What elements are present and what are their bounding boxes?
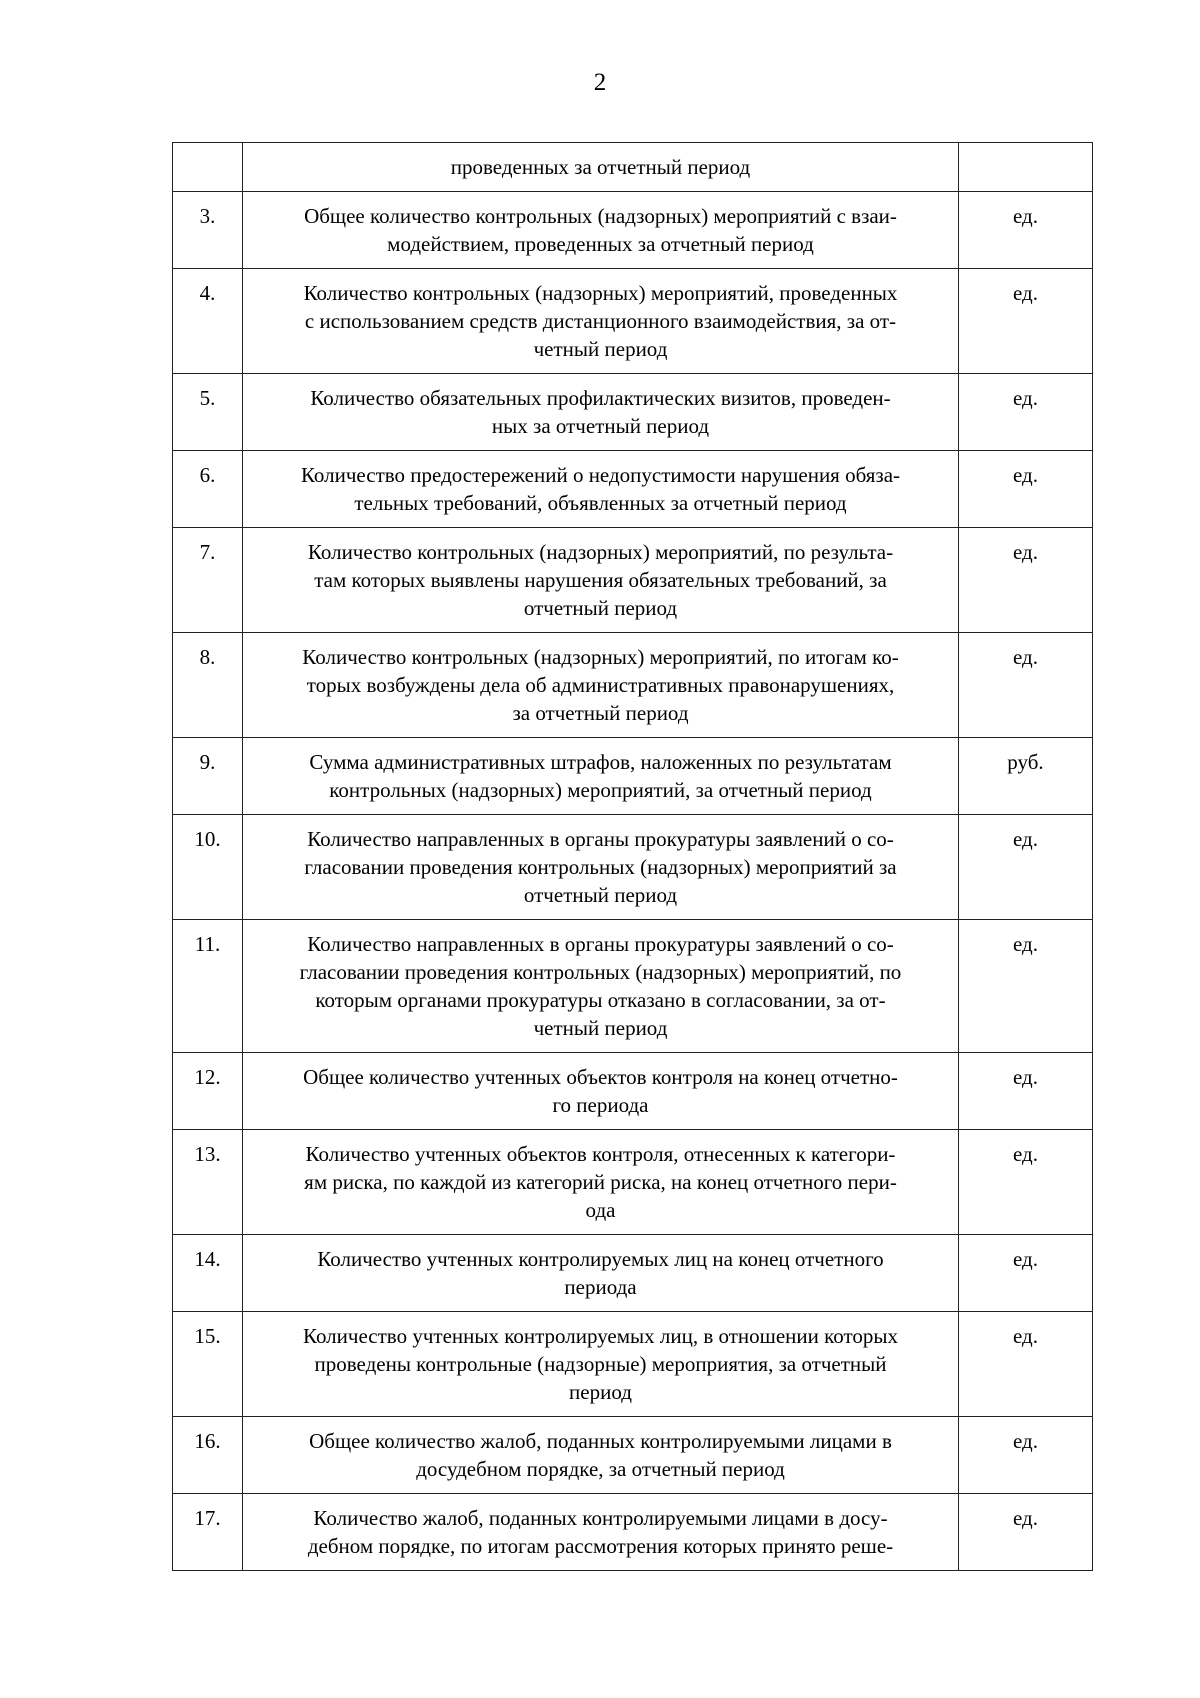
unit-of-measure: ед. bbox=[959, 269, 1093, 374]
row-number: 15. bbox=[173, 1312, 243, 1417]
indicator-description bbox=[243, 528, 959, 633]
indicator-description-line: Общее количество учтенных объектов контроля на конец отчетно- bbox=[303, 1065, 898, 1089]
indicator-description-line: периода bbox=[564, 1275, 637, 1299]
table-row bbox=[173, 1130, 1093, 1235]
indicator-description-line: ных за отчетный период bbox=[491, 414, 710, 438]
unit-of-measure bbox=[959, 143, 1093, 192]
indicator-description bbox=[243, 1130, 959, 1235]
indicator-description bbox=[243, 815, 959, 920]
table-row bbox=[173, 1417, 1093, 1494]
indicator-description-line: проведенных за отчетный период bbox=[450, 155, 751, 179]
unit-of-measure: ед. bbox=[959, 528, 1093, 633]
indicator-description-line: с использованием средств дистанционного взаимодействия, за от- bbox=[304, 309, 897, 333]
indicator-description-line: гласовании проведения контрольных (надзорных) мероприятий за bbox=[304, 855, 897, 879]
row-number: 16. bbox=[173, 1417, 243, 1494]
unit-of-measure: ед. bbox=[959, 451, 1093, 528]
row-number: 12. bbox=[173, 1053, 243, 1130]
row-number: 9. bbox=[173, 738, 243, 815]
unit-of-measure: ед. bbox=[959, 633, 1093, 738]
indicator-description-line: Количество учтенных объектов контроля, отнесенных к категори- bbox=[305, 1142, 896, 1166]
unit-of-measure: ед. bbox=[959, 374, 1093, 451]
row-number: 11. bbox=[173, 920, 243, 1053]
indicator-description bbox=[243, 374, 959, 451]
row-number: 5. bbox=[173, 374, 243, 451]
indicator-description-line: Общее количество контрольных (надзорных) мероприятий с взаи- bbox=[304, 204, 897, 228]
indicator-description-line: Количество учтенных контролируемых лиц, в отношении которых bbox=[303, 1324, 898, 1348]
unit-of-measure: ед. bbox=[959, 815, 1093, 920]
table-row bbox=[173, 815, 1093, 920]
indicator-description-line: дебном порядке, по итогам рассмотрения которых принято реше- bbox=[307, 1534, 894, 1558]
row-number: 8. bbox=[173, 633, 243, 738]
indicator-description-line: торых возбуждены дела об административных правонарушениях, bbox=[306, 673, 895, 697]
unit-of-measure: ед. bbox=[959, 1235, 1093, 1312]
unit-of-measure: ед. bbox=[959, 920, 1093, 1053]
table-row bbox=[173, 633, 1093, 738]
indicators-table-body bbox=[173, 143, 1093, 1571]
indicator-description-line: Количество предостережений о недопустимости нарушения обяза- bbox=[300, 463, 901, 487]
indicator-description-line: период bbox=[569, 1380, 632, 1404]
indicator-description bbox=[243, 1312, 959, 1417]
table-row bbox=[173, 451, 1093, 528]
indicator-description-line: контрольных (надзорных) мероприятий, за отчетный период bbox=[329, 778, 872, 802]
indicator-description bbox=[243, 451, 959, 528]
indicator-description-line: Количество учтенных контролируемых лиц на конец отчетного bbox=[317, 1247, 884, 1271]
indicator-description bbox=[243, 633, 959, 738]
table-row bbox=[173, 1494, 1093, 1571]
row-number: 7. bbox=[173, 528, 243, 633]
table-row bbox=[173, 528, 1093, 633]
indicator-description bbox=[243, 1417, 959, 1494]
row-number: 4. bbox=[173, 269, 243, 374]
table-row bbox=[173, 920, 1093, 1053]
indicator-description-line: Количество жалоб, поданных контролируемыми лицами в досу- bbox=[313, 1506, 888, 1530]
unit-of-measure: ед. bbox=[959, 1312, 1093, 1417]
table-row bbox=[173, 374, 1093, 451]
unit-of-measure: ед. bbox=[959, 1130, 1093, 1235]
row-number: 13. bbox=[173, 1130, 243, 1235]
row-number: 17. bbox=[173, 1494, 243, 1571]
indicator-description-line: ода bbox=[585, 1198, 616, 1222]
row-number: 10. bbox=[173, 815, 243, 920]
indicator-description-line: Общее количество жалоб, поданных контролируемыми лицами в bbox=[309, 1429, 892, 1453]
row-number bbox=[173, 143, 243, 192]
unit-of-measure: ед. bbox=[959, 1417, 1093, 1494]
indicator-description-line: четный период bbox=[533, 1016, 668, 1040]
table-row bbox=[173, 1312, 1093, 1417]
indicator-description bbox=[243, 1494, 959, 1571]
indicator-description-line: Количество направленных в органы прокуратуры заявлений о со- bbox=[307, 827, 894, 851]
indicator-description bbox=[243, 1235, 959, 1312]
indicator-description-line: Количество обязательных профилактических визитов, проведен- bbox=[310, 386, 891, 410]
table-row bbox=[173, 1053, 1093, 1130]
unit-of-measure: ед. bbox=[959, 1494, 1093, 1571]
indicator-description-line: которым органами прокуратуры отказано в согласовании, за от- bbox=[315, 988, 886, 1012]
unit-of-measure: ед. bbox=[959, 192, 1093, 269]
indicator-description-line: Количество контрольных (надзорных) мероприятий, по результа- bbox=[307, 540, 894, 564]
table-row bbox=[173, 192, 1093, 269]
row-number: 6. bbox=[173, 451, 243, 528]
row-number: 3. bbox=[173, 192, 243, 269]
indicator-description-line: четный период bbox=[533, 337, 668, 361]
indicator-description-line: Количество контрольных (надзорных) мероприятий, по итогам ко- bbox=[302, 645, 899, 669]
row-number: 14. bbox=[173, 1235, 243, 1312]
table-row bbox=[173, 738, 1093, 815]
indicator-description-line: гласовании проведения контрольных (надзорных) мероприятий, по bbox=[299, 960, 902, 984]
indicator-description bbox=[243, 192, 959, 269]
indicator-description bbox=[243, 1053, 959, 1130]
indicator-description-line: отчетный период bbox=[523, 883, 678, 907]
unit-of-measure: руб. bbox=[959, 738, 1093, 815]
indicator-description-line: модействием, проведенных за отчетный период bbox=[387, 232, 814, 256]
indicator-description-line: там которых выявлены нарушения обязательных требований, за bbox=[314, 568, 887, 592]
unit-of-measure: ед. bbox=[959, 1053, 1093, 1130]
indicators-table bbox=[172, 142, 1093, 1571]
indicator-description-line: го периода bbox=[552, 1093, 649, 1117]
table-row bbox=[173, 1235, 1093, 1312]
indicator-description-line: ям риска, по каждой из категорий риска, на конец отчетного пери- bbox=[304, 1170, 897, 1194]
indicator-description-line: за отчетный период bbox=[512, 701, 689, 725]
table-row bbox=[173, 269, 1093, 374]
indicator-description-line: Сумма административных штрафов, наложенных по результатам bbox=[309, 750, 892, 774]
indicator-description-line: досудебном порядке, за отчетный период bbox=[416, 1457, 785, 1481]
indicator-description-line: проведены контрольные (надзорные) мероприятия, за отчетный bbox=[314, 1352, 887, 1376]
indicator-description bbox=[243, 143, 959, 192]
indicator-description bbox=[243, 920, 959, 1053]
indicator-description-line: Количество контрольных (надзорных) мероприятий, проведенных bbox=[303, 281, 898, 305]
indicator-description-line: Количество направленных в органы прокуратуры заявлений о со- bbox=[307, 932, 894, 956]
indicator-description-line: отчетный период bbox=[523, 596, 678, 620]
page-number: 2 bbox=[593, 69, 607, 96]
indicator-description bbox=[243, 269, 959, 374]
table-row bbox=[173, 143, 1093, 192]
indicator-description bbox=[243, 738, 959, 815]
indicator-description-line: тельных требований, объявленных за отчетный период bbox=[354, 491, 847, 515]
